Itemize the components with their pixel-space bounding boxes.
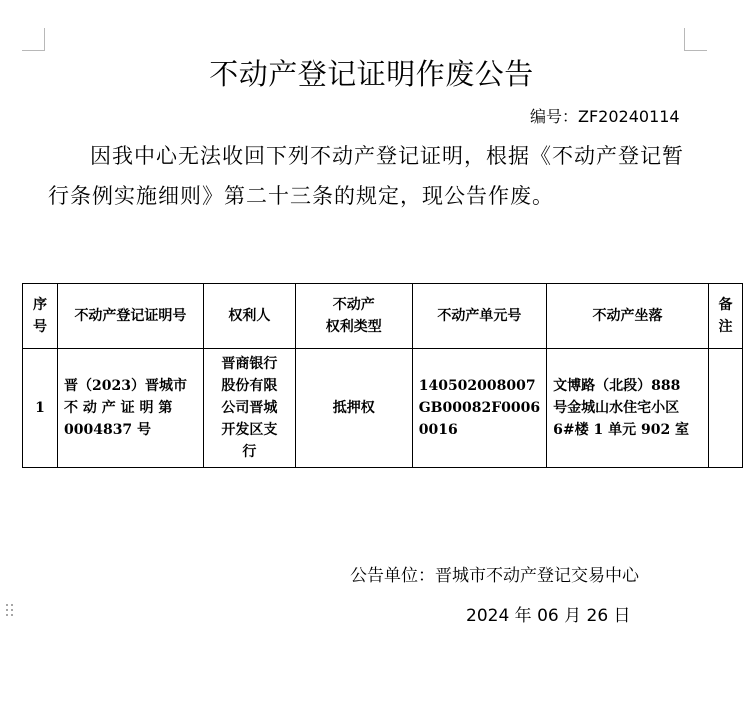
cell-unit-no: 140502008007 GB00082F0006 0016: [412, 349, 546, 468]
cell-location: 文博路（北段）888 号金城山水住宅小区 6#楼 1 单元 902 室: [547, 349, 709, 468]
document-number: 编号：ZF20240114: [530, 107, 680, 126]
header-cert-no: 不动产登记证明号: [57, 284, 203, 349]
page-corner-mark-top-right: [684, 28, 707, 51]
header-unit-no: 不动产单元号: [412, 284, 546, 349]
cell-holder: 晋商银行 股份有限 公司晋城 开发区支 行: [203, 349, 295, 468]
table-header-row: [23, 284, 743, 349]
header-location: 不动产坐落: [547, 284, 709, 349]
header-seq: 序 号: [23, 284, 58, 349]
cell-right-type: 抵押权: [295, 349, 412, 468]
document-title: 不动产登记证明作废公告: [209, 57, 534, 91]
page-corner-mark-top-left: [22, 28, 45, 51]
announcement-body: 因我中心无法收回下列不动产登记证明，根据《不动产登记暂行条例实施细则》第二十三条的规定，现公告作废。: [48, 144, 684, 208]
drag-handle-icon[interactable]: [6, 604, 14, 618]
issuer-signature: 公告单位：晋城市不动产登记交易中心: [350, 566, 639, 586]
table-row: [23, 349, 743, 468]
cell-seq: 1: [23, 349, 58, 468]
issue-date: 2024 年 06 月 26 日: [466, 606, 631, 626]
cell-remark: [708, 349, 742, 468]
cell-cert-no: 晋（2023）晋城市 不 动 产 证 明 第 0004837 号: [57, 349, 203, 468]
certificate-table: [22, 283, 743, 468]
header-holder: 权利人: [203, 284, 295, 349]
header-right-type: 不动产 权利类型: [295, 284, 412, 349]
header-remark: 备 注: [708, 284, 742, 349]
